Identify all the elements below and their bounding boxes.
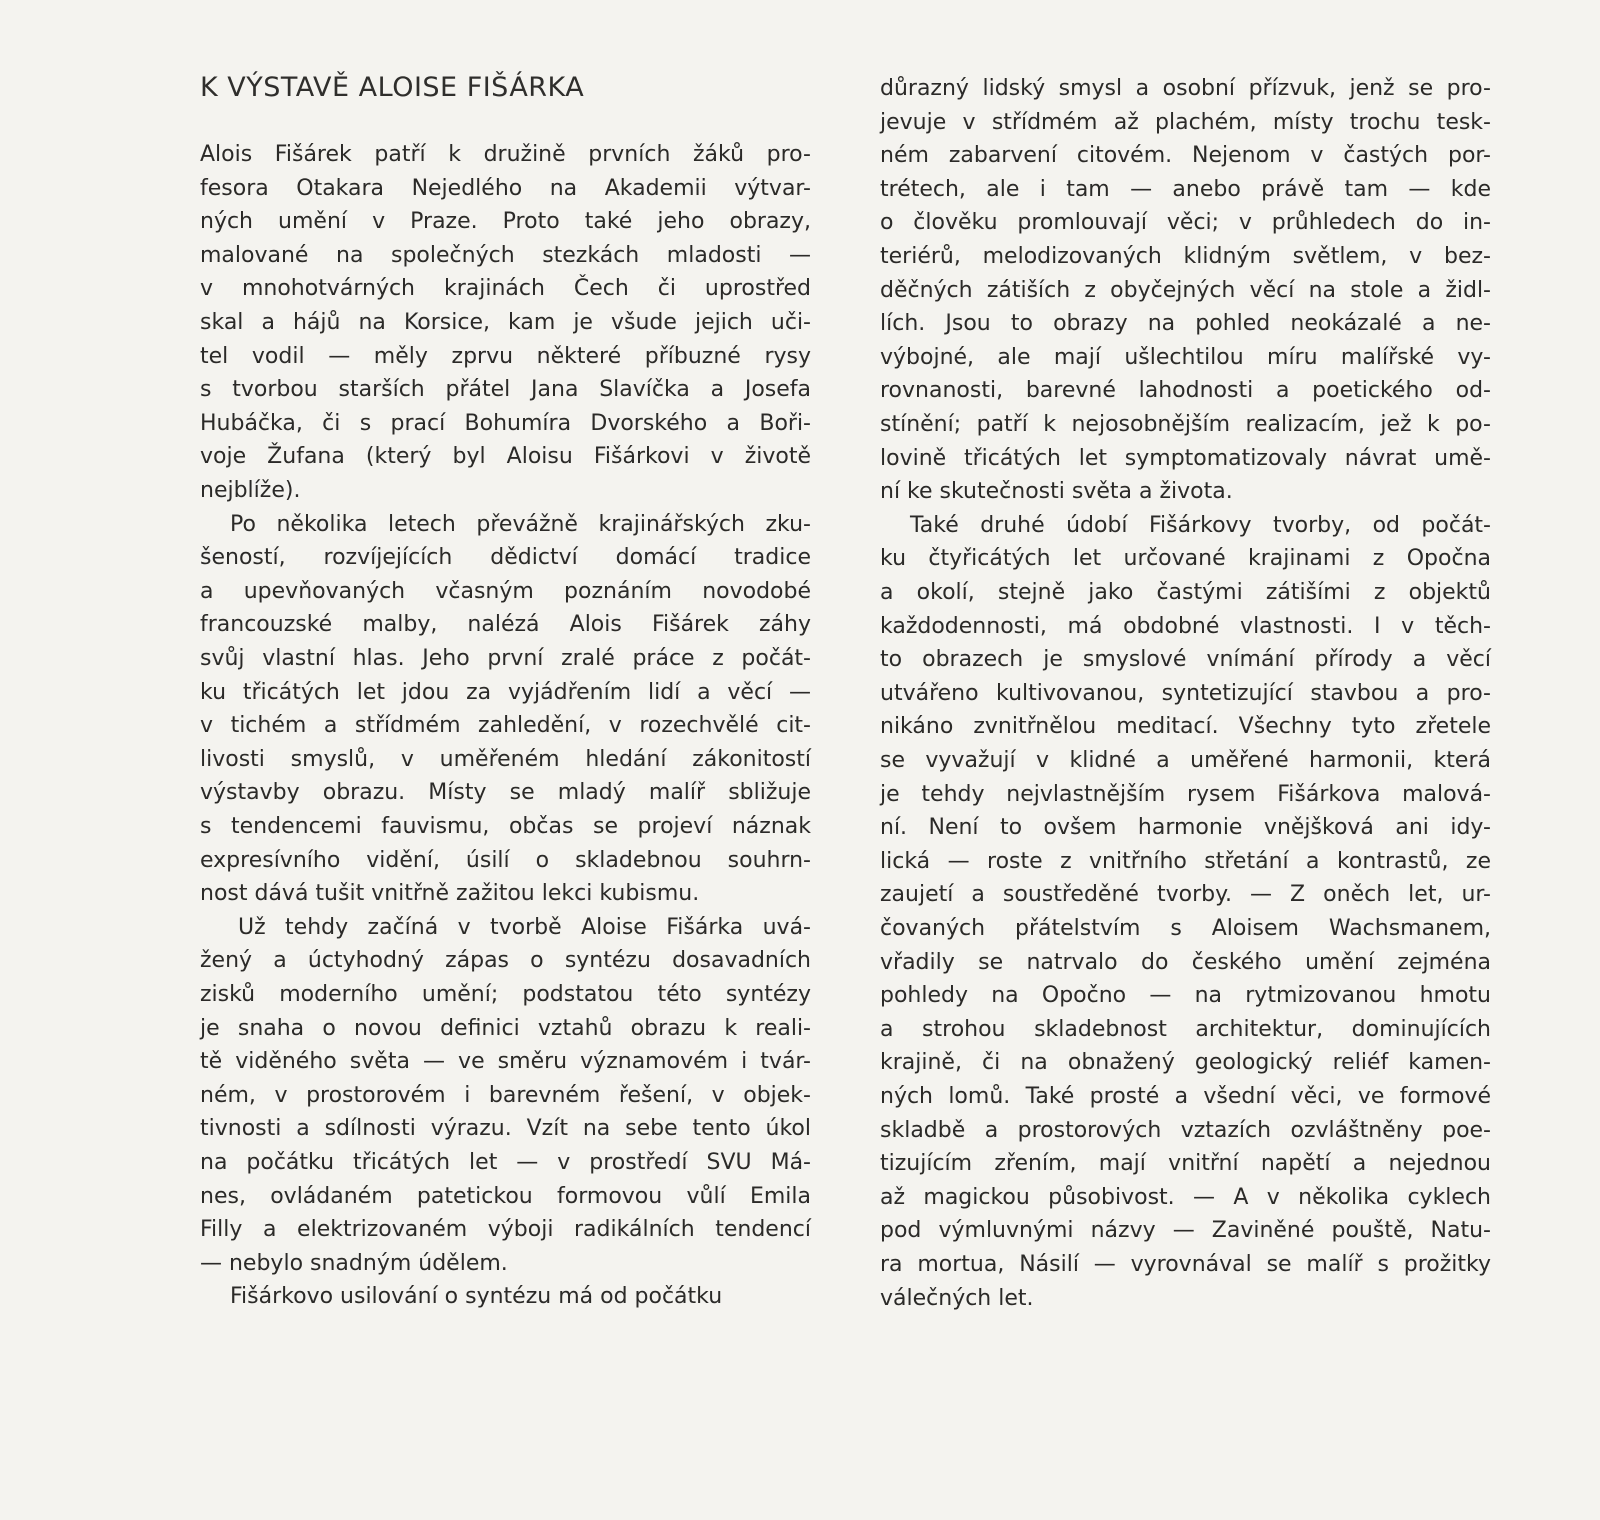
text-line: je snaha o novou definici vztahů obrazu k reali- <box>200 1015 811 1041</box>
text-line: lovině třicátých let symptomatizovaly návrat umě- <box>880 445 1491 471</box>
text-line: tě viděného světa — ve směru významovém i tvár- <box>200 1049 811 1075</box>
text-line: svůj vlastní hlas. Jeho první zralé práce z počát- <box>200 646 811 671</box>
text-line: francouzské malby, nalézá Alois Fišárek záhy <box>200 612 811 638</box>
text-line: pod výmluvnými názvy — Zaviněné pouště, Natu- <box>880 1218 1491 1244</box>
text-line: žený a úctyhodný zápas o syntézu dosavadních <box>200 948 811 974</box>
text-line: ném zabarvení citovém. Nejenom v častých por- <box>880 143 1491 169</box>
text-line: nost dává tušit vnitřně zažitou lekci kubismu. <box>200 881 700 907</box>
text-line: utvářeno kultivovanou, syntetizující stavbou a pro- <box>880 680 1491 706</box>
text-line: až magickou působivost. — A v několika cyklech <box>880 1184 1491 1210</box>
text-line: výstavby obrazu. Místy se mladý malíř sbližuje <box>200 780 811 806</box>
text-line: a okolí, stejně jako častými zátišími z objektů <box>880 580 1491 605</box>
text-line: děčných zátiších z obyčejných věcí na stole a židl- <box>880 277 1491 303</box>
text-line: tel vodil — měly zprvu některé příbuzné rysy <box>200 343 811 369</box>
text-line: ku čtyřicátých let určované krajinami z Opočna <box>880 546 1491 572</box>
text-line: tizujícím zřením, mají vnitřní napětí a nejednou <box>880 1151 1491 1177</box>
text-line: — nebylo snadným údělem. <box>200 1250 508 1276</box>
text-line: Fišárkovo usilování o syntézu má od počátku <box>230 1284 723 1310</box>
text-line: a strohou skladebnost architektur, dominujících <box>880 1016 1491 1042</box>
text-line: se vyvažují v klidné a uměřené harmonii, která <box>880 748 1491 773</box>
text-line: každodennosti, má obdobné vlastnosti. I v těch- <box>880 613 1491 639</box>
text-line: v mnohotvárných krajinách Čech či uprostřed <box>200 276 811 302</box>
text-line: nejblíže). <box>200 478 301 503</box>
text-line: válečných let. <box>880 1285 1034 1311</box>
text-line: ku třicátých let jdou za vyjádřením lidí a věcí — <box>200 679 811 705</box>
text-line: Alois Fišárek patří k družině prvních žáků pro- <box>200 142 811 167</box>
text-line: je tehdy nejvlastnějším rysem Fišárkova malová- <box>880 781 1491 807</box>
text-line: to obrazech je smyslové vnímání přírody a věcí <box>880 647 1491 673</box>
text-line: o člověku promlouvají věci; v průhledech do in- <box>880 210 1491 236</box>
text-line: teriérů, melodizovaných klidným světlem, v bez- <box>880 244 1491 269</box>
text-line: fesora Otakara Nejedlého na Akademii výtvar- <box>200 175 811 201</box>
text-line: voje Žufana (který byl Aloisu Fišárkovi v životě <box>200 444 811 470</box>
text-line: lická — roste z vnitřního střetání a kontrastů, ze <box>880 848 1491 874</box>
text-line: tivnosti a sdílnosti výrazu. Vzít na sebe tento úkol <box>200 1116 811 1142</box>
text-line: nikáno zvnitřnělou meditací. Všechny tyto zřetele <box>880 714 1491 740</box>
text-line: trétech, ale i tam — anebo právě tam — kde <box>880 176 1491 202</box>
text-line: ra mortua, Násilí — vyrovnával se malíř s prožitky <box>880 1252 1491 1277</box>
text-line: ní ke skutečnosti světa a života. <box>880 479 1233 505</box>
text-line: a upevňovaných včasným poznáním novodobé <box>200 578 811 604</box>
text-line: ných umění v Praze. Proto také jeho obrazy, <box>200 209 811 235</box>
text-line: Hubáčka, či s prací Bohumíra Dvorského a Boři- <box>200 410 811 436</box>
text-line: stínění; patří k nejosobnějším realizacím, jež k po- <box>880 412 1491 437</box>
text-line: jevuje v střídmém až plachém, místy trochu tesk- <box>880 109 1491 135</box>
text-line: v tichém a střídmém zahledění, v rozechvělé cit- <box>200 713 811 739</box>
text-line: lích. Jsou to obrazy na pohled neokázalé a ne- <box>880 311 1491 337</box>
text-line: krajině, či na obnažený geologický reliéf kamen- <box>880 1050 1491 1076</box>
text-line: Filly a elektrizovaném výboji radikálních tendencí <box>200 1217 811 1243</box>
text-line: ném, v prostorovém i barevném řešení, v objek- <box>200 1082 811 1108</box>
article-title: K VÝSTAVĚ ALOISE FIŠÁRKA <box>200 72 585 103</box>
text-line: pohledy na Opočno — na rytmizovanou hmotu <box>880 983 1491 1009</box>
text-line: Už tehdy začíná v tvorbě Aloise Fišárka uvá- <box>238 914 811 940</box>
text-line: zaujetí a soustředěné tvorby. — Z oněch let, ur- <box>880 882 1491 908</box>
text-line: vřadily se natrvalo do českého umění zejména <box>880 949 1491 975</box>
text-line: s tvorbou starších přátel Jana Slavíčka a Josefa <box>200 377 811 403</box>
text-line: expresívního vidění, úsilí o skladebnou souhrn- <box>200 847 811 873</box>
text-line: zisků moderního umění; podstatou této syntézy <box>200 982 811 1007</box>
text-line: čovaných přátelstvím s Aloisem Wachsmanem, <box>880 916 1491 941</box>
text-line: Také druhé údobí Fišárkovy tvorby, od počát- <box>910 512 1491 538</box>
text-line: skal a hájů na Korsice, kam je všude jejich uči- <box>200 310 811 335</box>
text-line: livosti smyslů, v uměřeném hledání zákonitostí <box>200 746 811 772</box>
text-line: nes, ovládaném patetickou formovou vůlí Emila <box>200 1183 811 1209</box>
text-line: s tendencemi fauvismu, občas se projeví náznak <box>200 814 811 839</box>
text-line: na počátku třicátých let — v prostředí SVU Má- <box>200 1150 811 1175</box>
text-line: ní. Není to ovšem harmonie vnějšková ani idy- <box>880 815 1491 841</box>
text-line: výbojné, ale mají ušlechtilou míru malířské vy- <box>880 344 1491 370</box>
text-line: důrazný lidský smysl a osobní přízvuk, jenž se pro- <box>880 76 1491 101</box>
text-line: Po několika letech převážně krajinářských zku- <box>230 511 811 537</box>
text-line: malované na společných stezkách mladosti — <box>200 242 811 268</box>
text-line: rovnanosti, barevné lahodnosti a poetického od- <box>880 378 1491 404</box>
text-line: ných lomů. Také prosté a všední věci, ve formové <box>880 1084 1491 1109</box>
text-line: skladbě a prostorových vztazích ozvláštněny poe- <box>880 1117 1491 1143</box>
text-line: šeností, rozvíjejících dědictví domácí tradice <box>200 545 811 571</box>
